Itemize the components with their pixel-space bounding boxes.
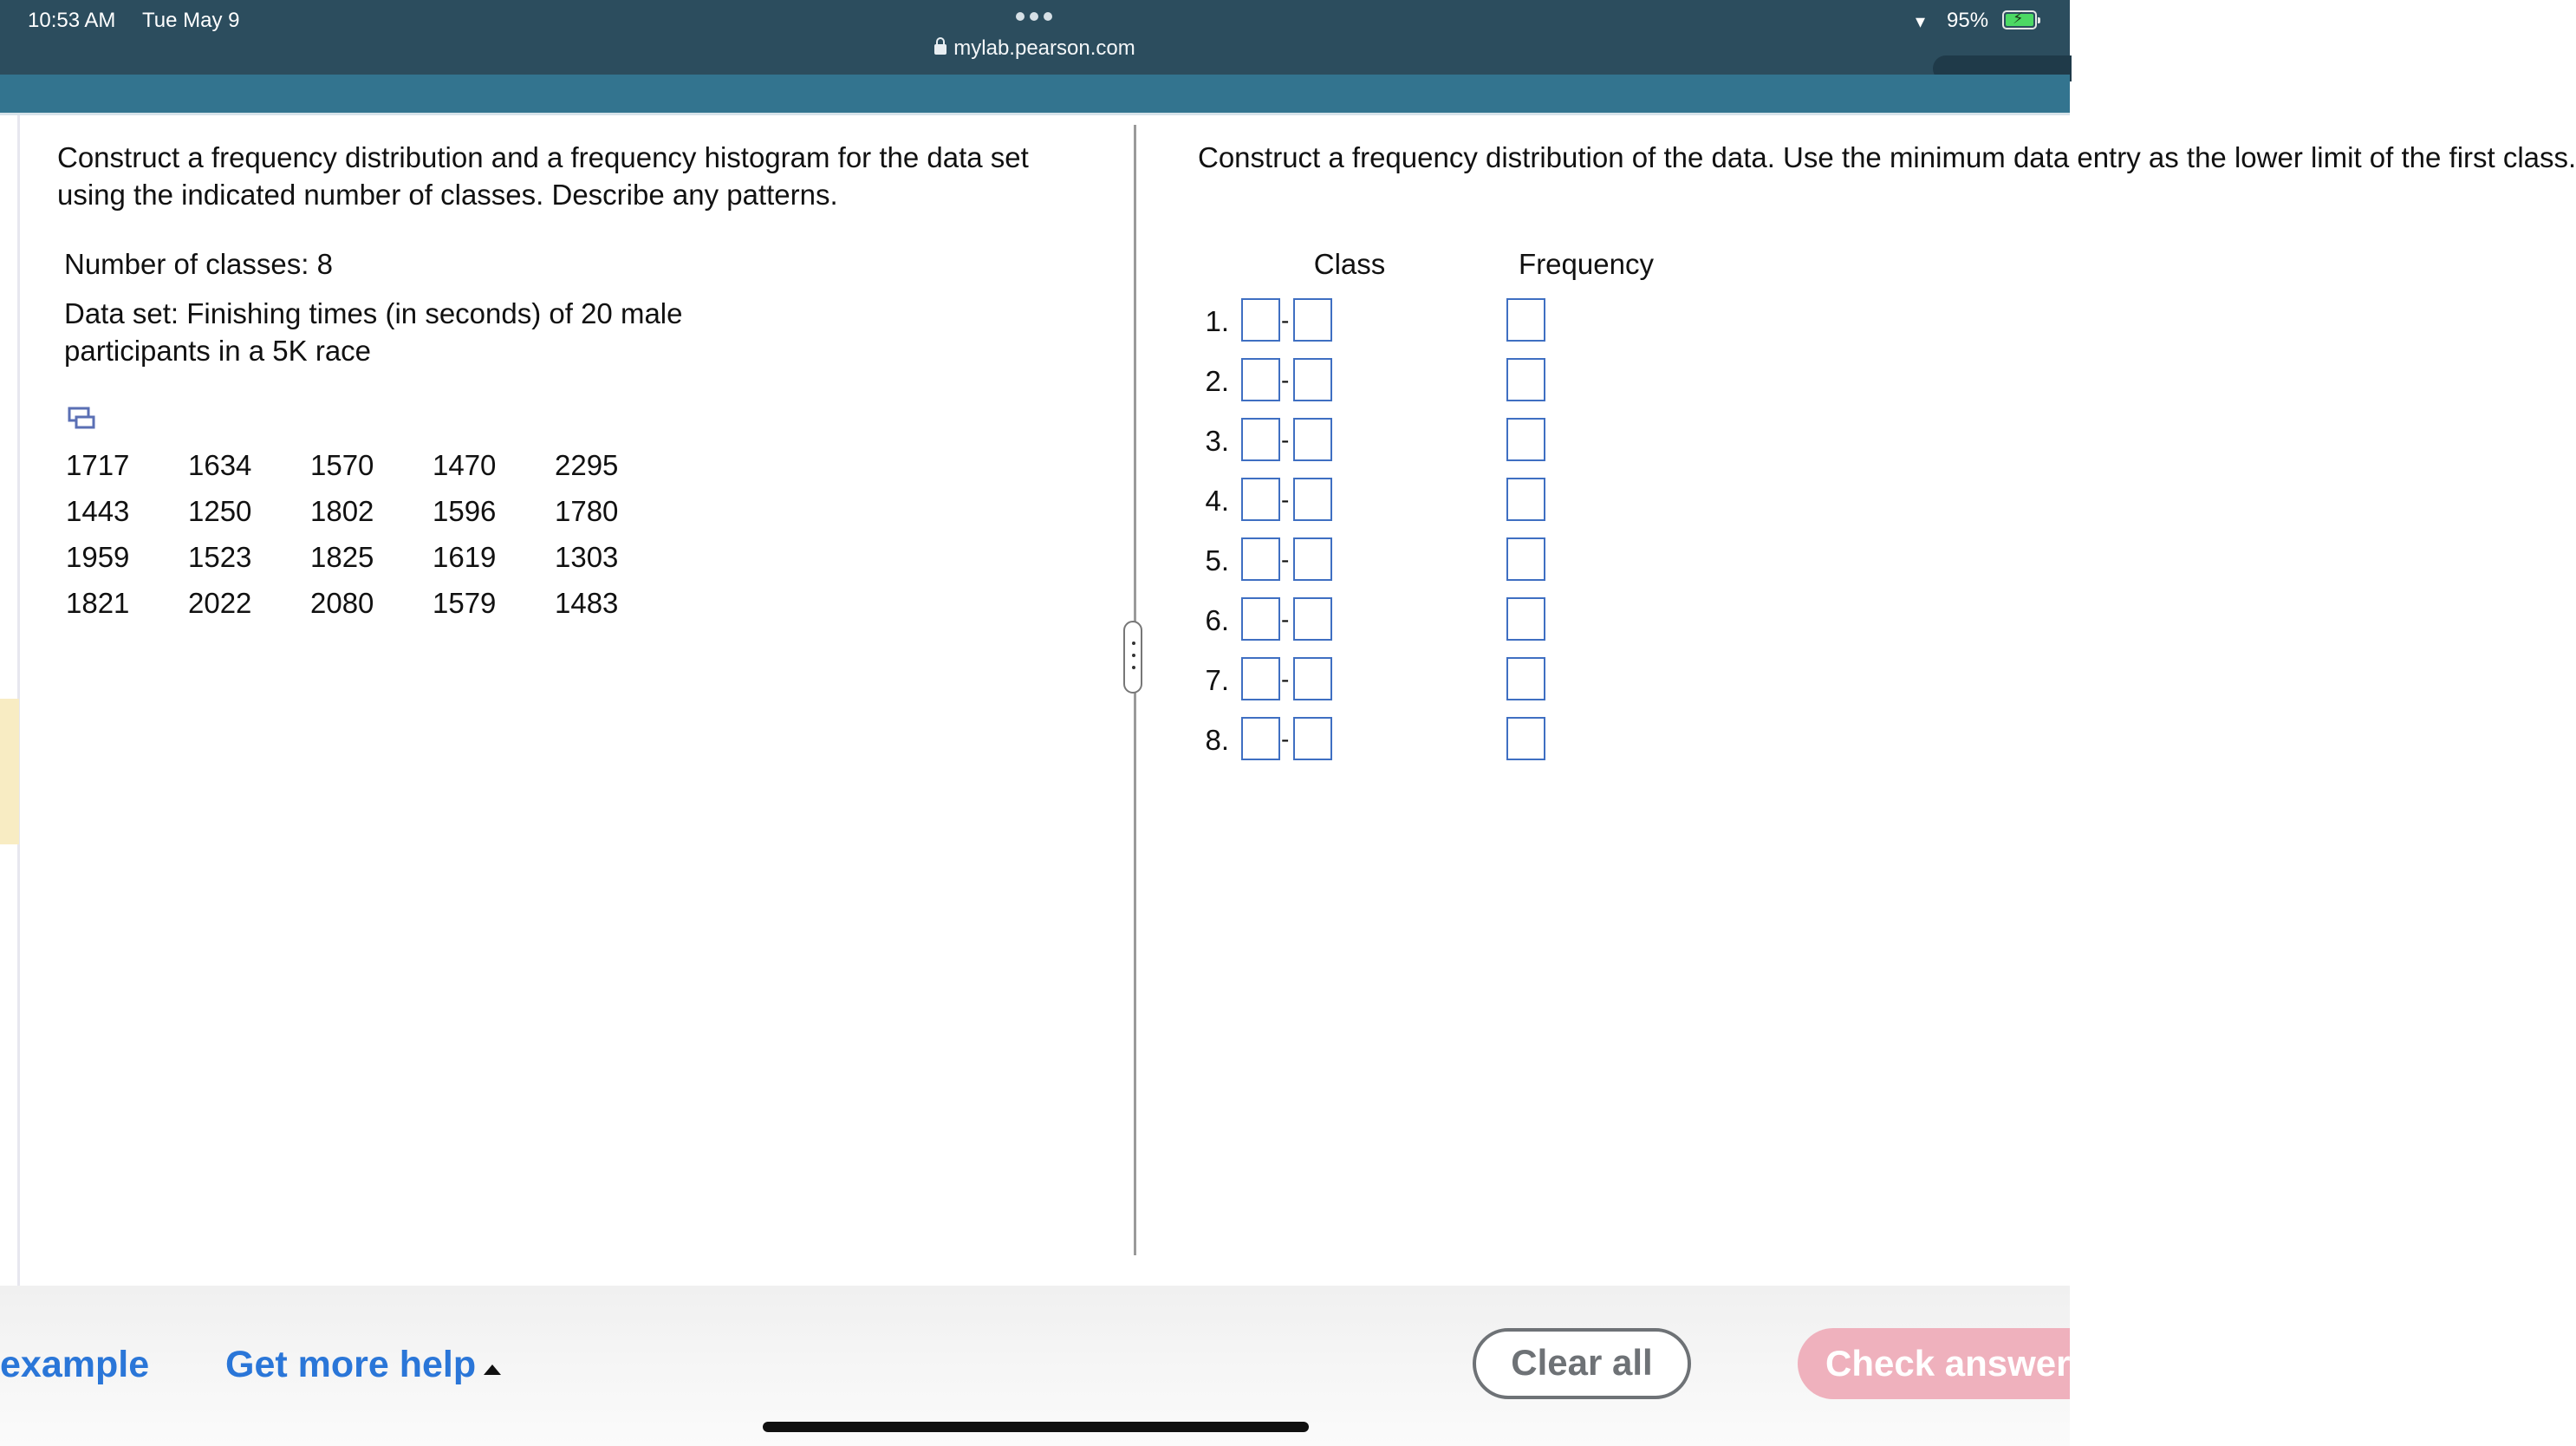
- table-row: [66, 488, 677, 534]
- frequency-header: Frequency: [1519, 248, 1654, 280]
- row-number: 4.: [1205, 485, 1229, 517]
- data-cell: 1821: [66, 586, 130, 619]
- instruction-text: Construct a frequency distribution of the data. Use the minimum data entry as the lower limit of the first class.: [1198, 141, 2576, 173]
- data-cell: 1959: [66, 540, 130, 573]
- caret-up-icon[interactable]: [484, 1365, 501, 1375]
- data-cell: 1579: [433, 586, 497, 619]
- range-dash: -: [1281, 427, 1290, 453]
- copy-data-icon[interactable]: [68, 406, 97, 432]
- class-lower-input[interactable]: [1241, 657, 1280, 700]
- range-dash: -: [1281, 666, 1290, 693]
- clear-all-button[interactable]: Clear all: [1473, 1328, 1691, 1399]
- frequency-input[interactable]: [1506, 298, 1545, 342]
- table-row: [66, 442, 677, 488]
- data-cell: 1802: [310, 494, 374, 527]
- class-lower-input[interactable]: [1241, 537, 1280, 581]
- row-number: 3.: [1205, 425, 1229, 457]
- row-number: 8.: [1205, 724, 1229, 756]
- class-upper-input[interactable]: [1293, 717, 1332, 760]
- status-bar: [0, 0, 2070, 75]
- data-cell: 2295: [555, 448, 619, 481]
- battery-percent: 95%: [1947, 9, 1989, 32]
- row-number: 1.: [1205, 305, 1229, 337]
- more-options-icon[interactable]: [1016, 12, 1052, 21]
- range-dash: -: [1281, 546, 1290, 573]
- class-upper-input[interactable]: [1293, 597, 1332, 641]
- row-number: 6.: [1205, 604, 1229, 636]
- data-cell: 1634: [188, 448, 252, 481]
- lock-icon: [934, 44, 946, 55]
- data-cell: 1570: [310, 448, 374, 481]
- data-cell: 1303: [555, 540, 619, 573]
- question-text: Construct a frequency distribution and a frequency histogram for the data set using the indicated number of classes. Describe any patterns.: [57, 141, 1029, 211]
- frequency-input[interactable]: [1506, 657, 1545, 700]
- class-lower-input[interactable]: [1241, 597, 1280, 641]
- range-dash: -: [1281, 726, 1290, 752]
- home-indicator[interactable]: [763, 1422, 1309, 1432]
- range-dash: -: [1281, 606, 1290, 633]
- range-dash: -: [1281, 486, 1290, 513]
- data-cell: 2080: [310, 586, 374, 619]
- side-highlight-tab[interactable]: [0, 699, 19, 844]
- row-number: 2.: [1205, 365, 1229, 397]
- check-answer-button[interactable]: Check answer: [1798, 1328, 2070, 1399]
- frequency-input[interactable]: [1506, 537, 1545, 581]
- data-cell: 1250: [188, 494, 252, 527]
- frequency-input[interactable]: [1506, 418, 1545, 461]
- number-of-classes: Number of classes: 8: [64, 248, 333, 280]
- battery-icon: ⚡: [2002, 10, 2037, 29]
- class-upper-input[interactable]: [1293, 478, 1332, 521]
- wifi-icon: ▾: [1916, 10, 1926, 32]
- frequency-input[interactable]: [1506, 358, 1545, 401]
- view-example-link[interactable]: example: [0, 1344, 150, 1385]
- row-number: 5.: [1205, 544, 1229, 576]
- class-lower-input[interactable]: [1241, 418, 1280, 461]
- class-upper-input[interactable]: [1293, 657, 1332, 700]
- class-upper-input[interactable]: [1293, 537, 1332, 581]
- frequency-input[interactable]: [1506, 597, 1545, 641]
- data-cell: 1780: [555, 494, 619, 527]
- frequency-input[interactable]: [1506, 478, 1545, 521]
- data-cell: 1596: [433, 494, 497, 527]
- data-cell: 2022: [188, 586, 252, 619]
- class-lower-input[interactable]: [1241, 298, 1280, 342]
- class-lower-input[interactable]: [1241, 478, 1280, 521]
- range-dash: -: [1281, 307, 1290, 334]
- status-date: Tue May 9: [142, 9, 240, 32]
- url-text: mylab.pearson.com: [953, 36, 1135, 60]
- data-cell: 1470: [433, 448, 497, 481]
- class-upper-input[interactable]: [1293, 418, 1332, 461]
- resize-handle[interactable]: [1123, 621, 1142, 694]
- data-cell: 1717: [66, 448, 130, 481]
- data-cell: 1443: [66, 494, 130, 527]
- class-upper-input[interactable]: [1293, 358, 1332, 401]
- class-upper-input[interactable]: [1293, 298, 1332, 342]
- table-row: [66, 534, 677, 580]
- header-divider: [0, 113, 2070, 115]
- frequency-input[interactable]: [1506, 717, 1545, 760]
- status-time: 10:53 AM: [28, 9, 116, 32]
- data-cell: 1483: [555, 586, 619, 619]
- range-dash: -: [1281, 367, 1290, 394]
- address-bar[interactable]: [0, 36, 2070, 61]
- class-lower-input[interactable]: [1241, 717, 1280, 760]
- page-header: [0, 75, 2070, 113]
- data-cell: 1825: [310, 540, 374, 573]
- row-number: 7.: [1205, 664, 1229, 696]
- data-table: [66, 442, 677, 626]
- data-cell: 1523: [188, 540, 252, 573]
- get-more-help-link[interactable]: Get more help: [225, 1344, 477, 1385]
- class-lower-input[interactable]: [1241, 358, 1280, 401]
- class-header: Class: [1313, 248, 1386, 280]
- data-cell: 1619: [433, 540, 497, 573]
- data-set-description: Data set: Finishing times (in seconds) of 20 male participants in a 5K race: [64, 297, 683, 367]
- table-row: [66, 580, 677, 626]
